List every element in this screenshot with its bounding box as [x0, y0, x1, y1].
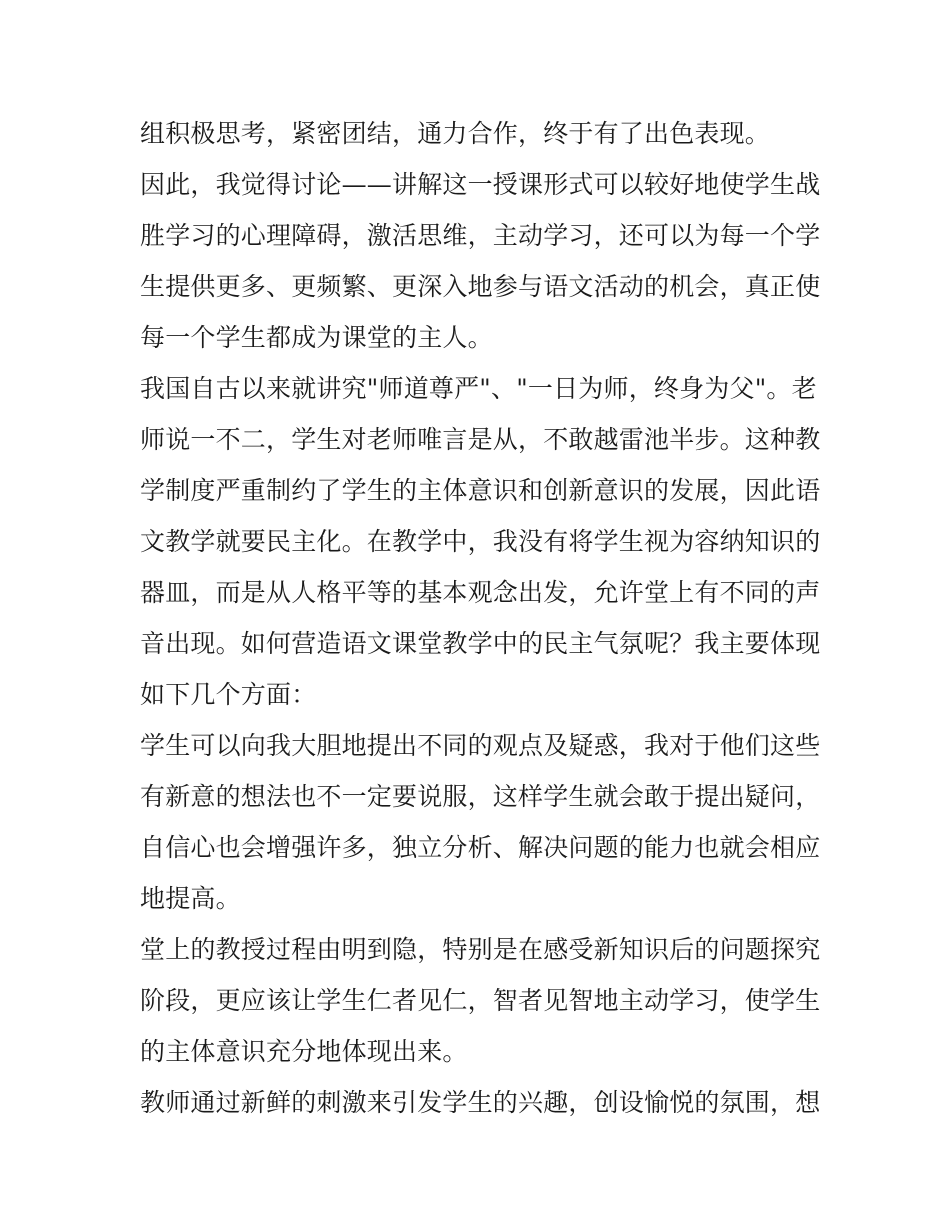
text-line: 生提供更多、更频繁、更深入地参与语文活动的机会，真正使 [140, 272, 821, 301]
text-line: 胜学习的心理障碍，激活思维，主动学习，还可以为每一个学 [140, 221, 821, 250]
text-line: 组积极思考，紧密团结，通力合作，终于有了出色表现。 [140, 119, 771, 148]
text-line: 学生可以向我大胆地提出不同的观点及疑惑，我对于他们这些 [140, 731, 821, 760]
text-line: 自信心也会增强许多，独立分析、解决问题的能力也就会相应 [140, 833, 821, 862]
text-line: 阶段，更应该让学生仁者见仁，智者见智地主动学习，使学生 [140, 986, 821, 1015]
text-line: 有新意的想法也不一定要说服，这样学生就会敢于提出疑问， [140, 782, 821, 811]
text-line: 师说一不二，学生对老师唯言是从，不敢越雷池半步。这种教 [140, 425, 821, 454]
text-line: 每一个学生都成为课堂的主人。 [140, 323, 493, 352]
text-line: 器皿，而是从人格平等的基本观念出发，允许堂上有不同的声 [140, 578, 821, 607]
text-line: 如下几个方面： [140, 680, 317, 709]
text-line: 的主体意识充分地体现出来。 [140, 1037, 468, 1066]
document-body [140, 108, 820, 1128]
text-line: 学制度严重制约了学生的主体意识和创新意识的发展，因此语 [140, 476, 821, 505]
text-line: 文教学就要民主化。在教学中，我没有将学生视为容纳知识的 [140, 527, 821, 556]
text-line: 地提高。 [140, 884, 241, 913]
text-line: 音出现。如何营造语文课堂教学中的民主气氛呢？我主要体现 [140, 629, 821, 658]
text-line: 教师通过新鲜的刺激来引发学生的兴趣，创设愉悦的氛围，想 [140, 1088, 821, 1117]
text-line: 因此，我觉得讨论——讲解这一授课形式可以较好地使学生战 [140, 170, 821, 199]
text-line: 我国自古以来就讲究"师道尊严"、"一日为师，终身为父"。老 [140, 374, 817, 403]
text-line: 堂上的教授过程由明到隐，特别是在感受新知识后的问题探究 [140, 935, 821, 964]
